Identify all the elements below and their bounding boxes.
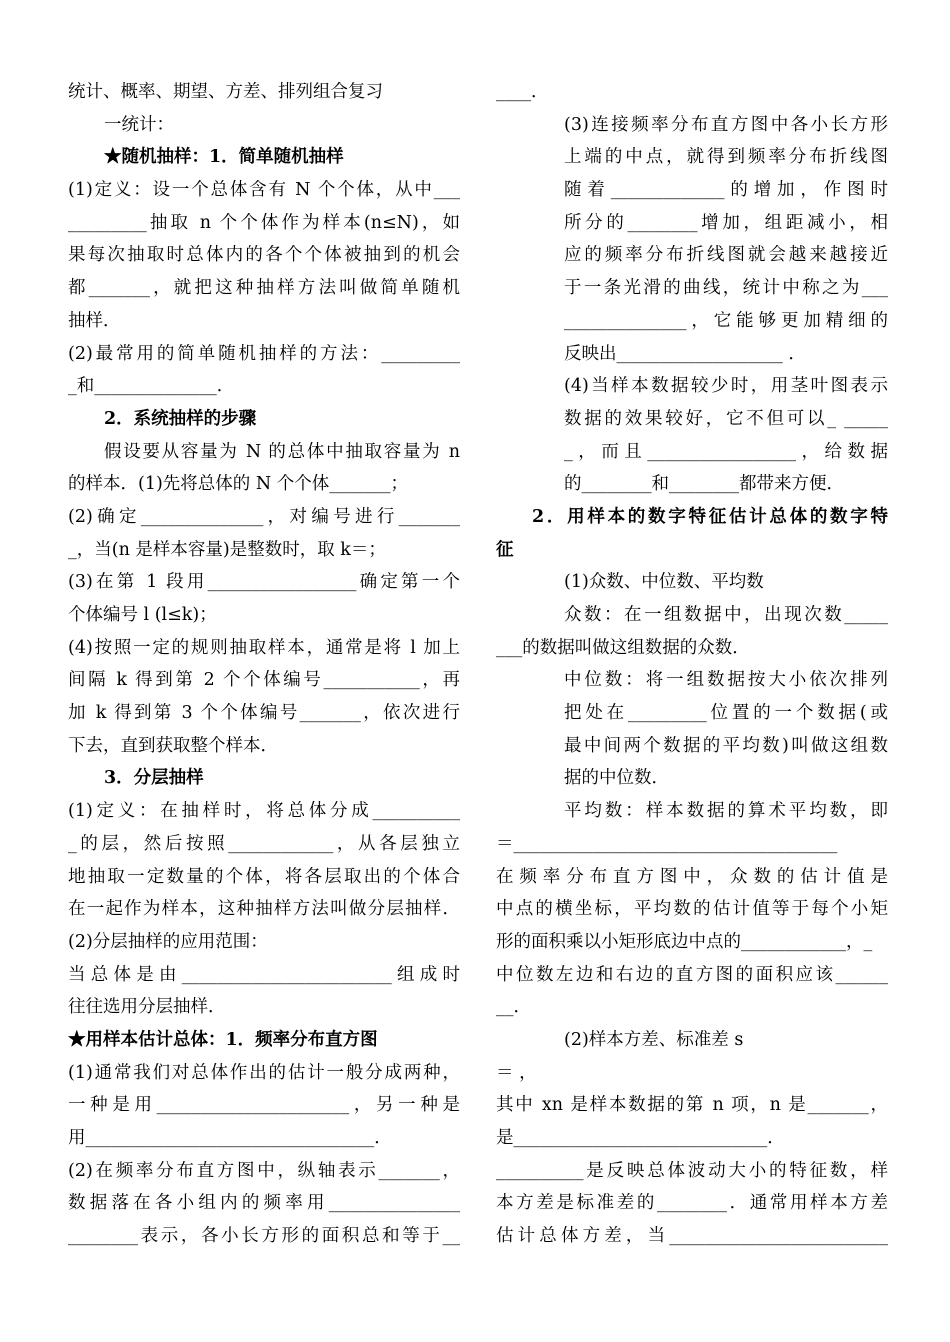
right-column-line: ＝ ， (496, 1062, 537, 1083)
right-column-line: 数据的效果较好，它不但可以_ _____ (564, 408, 888, 429)
right-column-line: (2)样本方差、标准差 s (564, 1029, 744, 1050)
left-column-line: ________表示，各小长方形的面积总和等于__ (68, 1226, 460, 1247)
right-column-line: 应的频率分布折线图就会越来越接近 (564, 245, 888, 266)
left-column-line: 3．分层抽样 (104, 768, 204, 789)
right-column-line: 据的中位数． (564, 768, 669, 789)
left-column-line: 2．系统抽样的步骤 (104, 408, 257, 429)
left-column-line: (2)分层抽样的应用范围： (68, 931, 268, 952)
right-column-line: ____． (496, 82, 549, 102)
right-column-line: 2．用样本的数字特征估计总体的数字特 (532, 506, 888, 527)
left-column (68, 76, 460, 1253)
left-column-line: (1)通常我们对总体作出的估计一般分成两种， (68, 1062, 460, 1083)
right-column-line: ___的数据叫做这组数据的众数． (496, 637, 750, 658)
left-column-line: 间隔 k 得到第 2 个个体编号___________，再 (68, 670, 460, 691)
right-column-line: 估计总体方差，当_________________________ (496, 1226, 888, 1247)
right-column (496, 76, 888, 1253)
left-column-line: 当总体是由________________________组成时 (68, 964, 460, 985)
left-column-line: (2)最常用的简单随机抽样的方法：_________ (68, 343, 460, 364)
right-column-line: 本方差是标准差的________．通常用样本方差 (496, 1193, 888, 1214)
left-column-line: 一统计： (104, 114, 174, 135)
right-column-line: 中点的横坐标，平均数的估计值等于每个小矩 (496, 899, 888, 920)
right-column-line: ＝_____________________________________ (496, 833, 838, 854)
left-column-line: 地抽取一定数量的个体，将各层取出的个体合 (68, 866, 460, 887)
left-column-line: (2)确定______________，对编号进行_______ (68, 506, 460, 527)
right-column-line: 的________和________都带来方便． (564, 474, 844, 495)
right-column-line: 众数：在一组数据中，出现次数_____ (564, 605, 888, 625)
right-column-line: 在频率分布直方图中，众数的估计值是 (496, 866, 888, 887)
left-column-line: _________抽取 n 个个体作为样本(n≤N)，如 (68, 212, 460, 233)
right-column-line: 是_____________________________． (496, 1128, 785, 1148)
right-column-line: 中位数：将一组数据按大小依次排列 (564, 670, 888, 691)
left-column-line: 下去，直到获取整个样本． (68, 735, 278, 756)
right-column-line: __________是反映总体波动大小的特征数，样 (496, 1160, 888, 1181)
left-column-line: 的样本．(1)先将总体的 N 个个体_______； (68, 474, 408, 495)
left-column-line: ★随机抽样：1．简单随机抽样 (104, 147, 344, 168)
left-column-line: 加 k 得到第 3 个个体编号_______，依次进行 (68, 703, 460, 724)
right-column-line: _，而且_________________，给数据 (564, 441, 888, 462)
right-column-line: (1)众数、中位数、平均数 (564, 572, 764, 593)
left-column-line: 在一起作为样本，这种抽样方法叫做分层抽样． (68, 899, 460, 920)
right-column-line: 其中 xn 是样本数据的第 n 项，n 是_______， (496, 1095, 888, 1116)
right-column-line: 最中间两个数据的平均数)叫做这组数 (564, 735, 888, 756)
right-column-line: 随着_____________的增加，作图时 (564, 180, 888, 201)
left-column-line: 抽样． (68, 310, 121, 331)
left-column-line: 果每次抽取时总体内的各个个体被抽到的机会 (68, 245, 460, 266)
right-column-line: (3)连接频率分布直方图中各小长方形 (564, 114, 888, 135)
right-column-line: 所分的________增加，组距减小，相 (564, 212, 888, 233)
left-column-line: 统计、概率、期望、方差、排列组合复习 (68, 82, 383, 102)
left-column-line: 假设要从容量为 N 的总体中抽取容量为 n (104, 441, 460, 462)
left-column-line: 个体编号 l (l≤k)； (68, 605, 217, 625)
left-column-line: (1)定义：在抽样时，将总体分成__________ (68, 801, 460, 822)
left-column-line: 用_________________________________． (68, 1128, 392, 1148)
right-column-line: 于一条光滑的曲线，统计中称之为___ (564, 278, 888, 299)
right-column-line: 中位数左边和右边的直方图的面积应该______ (496, 964, 888, 985)
right-column-line: 形的面积乘以小矩形底边中点的____________，_ (496, 931, 873, 952)
left-column-line: (2)在频率分布直方图中，纵轴表示_______， (68, 1160, 460, 1181)
right-column-line: (4)当样本数据较少时，用茎叶图表示 (564, 376, 888, 397)
left-column-line: 都_______，就把这种抽样方法叫做简单随机 (68, 278, 460, 299)
left-column-line: _的层，然后按照____________，从各层独立 (68, 833, 460, 854)
right-column-line: 征 (496, 539, 514, 560)
right-column-line: 上端的中点，就得到频率分布折线图 (564, 147, 888, 168)
left-column-line: _，当(n 是样本容量)是整数时，取 k＝； (68, 539, 386, 560)
right-column-line: ______________，它能够更加精细的 (564, 310, 888, 331)
right-column-line: 反映出___________________ ． (564, 343, 806, 364)
right-column-line: 把处在_________位置的一个数据(或 (564, 703, 888, 724)
right-column-line: __． (496, 997, 531, 1018)
left-column-line: ★用样本估计总体：1．频率分布直方图 (68, 1029, 378, 1050)
left-column-line: (3)在第 1 段用_________________确定第一个 (68, 572, 460, 593)
left-column-line: (4)按照一定的规则抽取样本，通常是将 l 加上 (68, 637, 460, 658)
left-column-line: 往往选用分层抽样． (68, 997, 226, 1018)
left-column-line: 数据落在各小组内的频率用_______________ (68, 1193, 460, 1214)
left-column-line: (1)定义：设一个总体含有 N 个个体，从中___ (68, 180, 460, 201)
left-column-line: _和______________． (68, 376, 235, 397)
left-column-line: 一种是用______________________，另一种是 (68, 1095, 460, 1116)
right-column-line: 平均数：样本数据的算术平均数，即 (564, 801, 888, 822)
